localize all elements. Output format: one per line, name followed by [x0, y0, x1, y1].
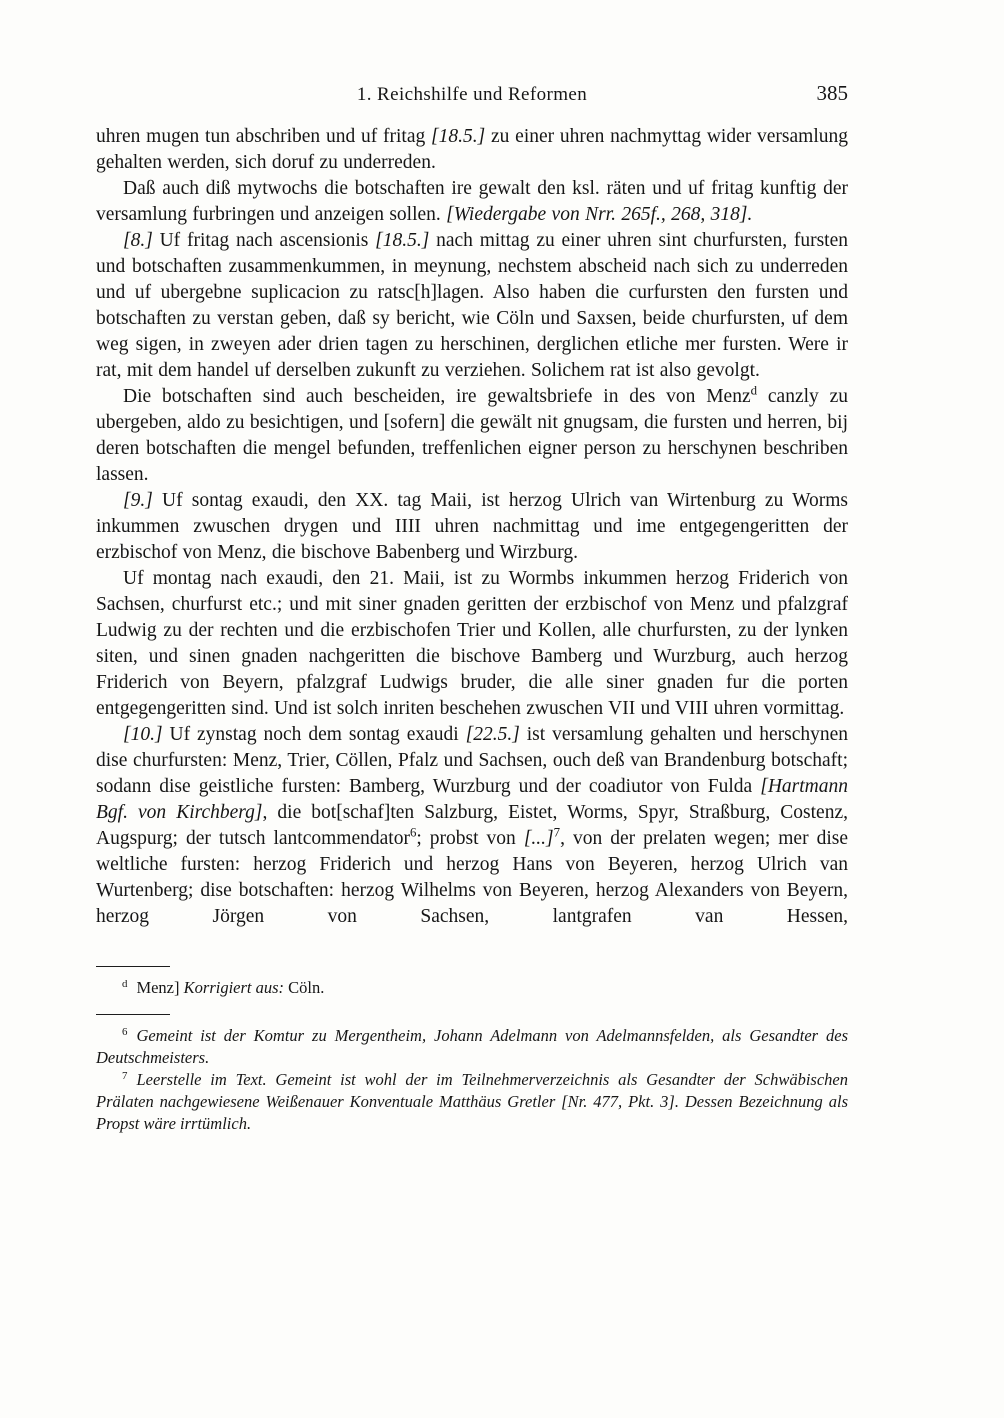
footnote-reference: 7 [553, 825, 561, 840]
footnote [96, 1069, 848, 1135]
apparatus-section [96, 966, 848, 999]
paragraph [96, 722, 848, 930]
paragraph [96, 176, 848, 228]
apparatus-rule [96, 966, 170, 967]
apparatus-marker: d [122, 977, 128, 990]
italic-text: Leerstelle im Text. Gemeint ist wohl der im Teilnehmerverzeichnis als Gesandter der Schwäbischen Prälaten nachgewiesene Weißenauer Konventuale Matthäus Gretler [Nr. 477, Pkt. 3]. Dessen Bezeichnung als Propst wäre irrtümlich. [96, 1070, 848, 1133]
footnote-reference: d [750, 383, 758, 398]
italic-text: [Hartmann Bgf. von Kirchberg] [96, 776, 848, 823]
footnote-marker: 7 [122, 1069, 128, 1082]
italic-text: [8.] [123, 230, 153, 251]
text-run: uhren mugen tun abschriben und uf fritag [96, 126, 432, 147]
footnote [96, 977, 848, 999]
text-run: Uf sontag exaudi, den XX. tag Maii, ist herzog Ulrich van Wirtenburg zu Worms inkummen zwuschen drygen und IIII uhren nachmittag und ime entgegengeritten der erzbischof von Menz, die bischove Babenberg und Wirzburg. [96, 490, 848, 563]
paragraph [96, 566, 848, 722]
footnote-marker: 6 [122, 1025, 128, 1038]
page-header [96, 81, 848, 112]
text-run: Daß auch diß mytwochs die botschaften ire gewalt den ksl. räten und uf fritag kunftig der versamlung furbringen und anzeigen sollen. [96, 178, 848, 225]
text-run: Menz] [136, 978, 184, 997]
footnotes-rule [96, 1014, 170, 1015]
text-run: zu einer uhren nachmyttag wider versamlung gehalten werden, sich doruf zu underreden. [96, 126, 849, 173]
running-title: 1. Reichshilfe und Reformen [356, 84, 588, 105]
footnote [96, 1025, 848, 1069]
paragraph [96, 124, 848, 176]
paragraph [96, 228, 848, 384]
text-run: nach mittag zu einer uhren sint churfursten, fursten und botschaften zusammenkummen, in meynung, nechstem abscheid nach sich zu underreden und uf ubergebne suplicacion zu ratsc[h]lagen. Also haben die curfursten den fursten und botschaften zu verstan geben, daß sy bericht, wie Cöln und Saxsen, beide churfursten, uf dem weg sigen, in zweyen ader drien tagen zu herschinen, derglichen etliche mer fursten. Were ir rat, mit dem handel uf derselben zukunft zu verziehen. Solichem rat ist also gevolgt. [96, 230, 848, 381]
italic-text: [Wiedergabe von Nrr. 265f., 268, 318]. [446, 204, 753, 225]
italic-text: [22.5.] [465, 724, 520, 745]
text-run: ; probst von [416, 828, 524, 849]
italic-text: [18.5.] [375, 230, 430, 251]
paragraph [96, 488, 848, 566]
text-run: Cöln. [284, 978, 325, 997]
text-run: canzly zu ubergeben, aldo zu besichtigen, und [sofern] die gewält nit gnugsam, die fursten und herren, bij deren botschaften die mengel befunden, treffenlichen eigner person zu herschynen beschriben lassen. [96, 386, 849, 485]
italic-text: [9.] [123, 490, 153, 511]
text-run: Uf montag nach exaudi, den 21. Maii, ist zu Wormbs inkummen herzog Friderich von Sachsen, churfurst etc.; und mit siner gnaden geritten der erzbischof von Menz und pfalzgraf Ludwig zu der rechten und die erzbischofen Trier und Kollen, alle churfursten, zu der lynken siten, und sinen gnaden nachgeritten die bischove Bamberg und Wurzburg, auch herzog Friderich von Beyern, pfalzgraf Ludwigs bruder, die alle siner gnaden fur die porten entgegengeritten sind. Und ist solch inriten beschehen zwuschen VII und VIII uhren vormittag. [96, 568, 848, 719]
text-run: , von der prelaten wegen; mer dise weltliche fursten: herzog Friderich und herzog Hans von Beyeren, herzog Ulrich van Wurtenberg; dise botschaften: herzog Wilhelms von Beyeren, herzog Alexanders von Beyern, herzog Jörgen von Sachsen, lantgrafen van Hessen, [96, 828, 848, 927]
page-number: 385 [816, 81, 848, 105]
text-run: Uf fritag nach ascensionis [152, 230, 376, 251]
italic-text: Korrigiert aus: [183, 978, 285, 997]
italic-text: Gemeint ist der Komtur zu Mergentheim, Johann Adelmann von Adelmannsfelden, als Gesandter des Deutschmeisters. [96, 1026, 848, 1067]
paragraph [96, 384, 848, 488]
text-run: Die botschaften sind auch bescheiden, ire gewaltsbriefe in des von Menz [123, 386, 751, 407]
text-run: Uf zynstag noch dem sontag exaudi [162, 724, 466, 745]
italic-text: [10.] [123, 724, 163, 745]
footnote-reference: 6 [409, 825, 417, 840]
footnotes-section [96, 1014, 848, 1135]
italic-text: [...] [523, 828, 554, 849]
text-run: , die bot[schaf]ten Salzburg, Eistet, Worms, Spyr, Straßburg, Costenz, Augspurg; der tutsch lantcommendator [96, 802, 848, 849]
body-paragraphs [96, 124, 848, 930]
apparatus-notes [96, 977, 848, 999]
footnote-notes [96, 1025, 848, 1135]
text-run: ist versamlung gehalten und herschynen dise churfursten: Menz, Trier, Cöllen, Pfalz und Sachsen, ouch deß van Brandenburg botschaft; sodann dise geistliche fursten: Bamberg, Wurzburg und der coadiutor von Fulda [96, 724, 849, 797]
italic-text: [18.5.] [431, 126, 486, 147]
